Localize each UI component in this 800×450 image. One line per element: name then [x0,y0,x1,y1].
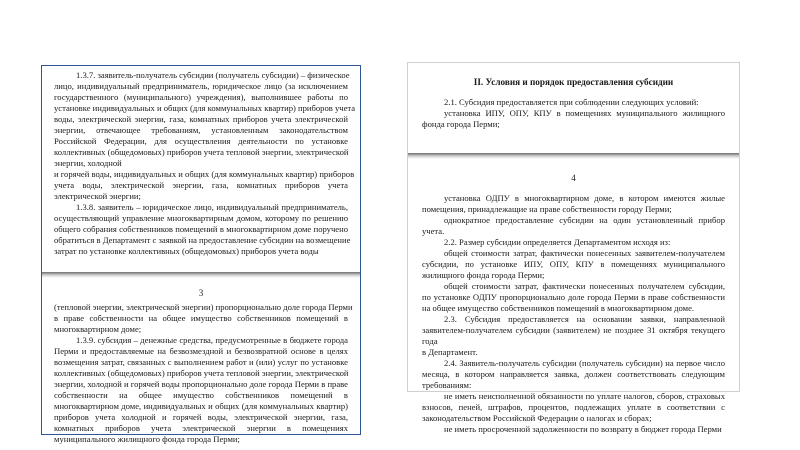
text-line: жилищного фонда города Перми; [422,270,545,280]
text-line: энергии, холодной [54,158,122,168]
text-line: государственного (муниципального) учреждения), выполнившее работы по [54,92,348,102]
text-line: 2.1. Субсидия предоставляется при соблюдении следующих условий: [444,97,699,107]
text-line: взносов, пеней, штрафов, процентов, подлежащих уплате в соответствии с [422,402,725,412]
text-line: муниципального жилищного фонда города Перми; [54,434,240,444]
text-line: и горячей воды, индивидуальных и общих (для коммунальных квартир) приборов [54,169,355,179]
paragraph-block [54,70,356,257]
page-3-segment [42,278,360,444]
text-line: на общее имущество собственников помещений в многоквартирном доме. [422,303,695,313]
text-line: 1.3.8. заявитель – юридическое лицо, индивидуальный предприниматель, [76,202,348,212]
text-line: (тепловой энергии, электрической энергии) пропорционально доле города Перми [54,302,353,312]
text-line: не иметь неисполненной обязанности по уплате налогов, сборов, страховых [444,391,725,401]
text-line: многоквартирном доме, индивидуальных и общих (для коммунальных квартир) [54,401,348,411]
paragraph-block [54,302,353,445]
text-line: 2.2. Размер субсидии определяется Департаментом исходя из: [444,237,671,247]
text-line: однократное предоставление субсидии на один установленный прибор [444,215,725,225]
text-line: энергии, холодной и горячей воды пропорционально доле города Перми в праве [54,379,348,389]
text-line: общей стоимости затрат, фактически понесенных получателем субсидии, [444,281,725,291]
text-line: приборов учета холодной и горячей воды, электрической энергии, газа, [54,412,348,422]
text-line: по установке ОДПУ пропорционально доле города Перми в праве собственности [422,292,725,302]
text-line: 2.3. Субсидия предоставляется на основании заявки, направленной [444,314,725,324]
text-line: законодательством Российской Федерации о налогах и сборах; [422,413,652,423]
text-line: в праве собственности на общее имущество собственников помещений в [54,313,348,323]
text-line: общей стоимости затрат, фактически понесенных заявителем-получателем [444,248,725,258]
text-line: электрической энергии; [54,191,141,201]
text-line: общего собрания собственников помещений в многоквартирном доме поручено [54,224,348,234]
text-line: энергии, отвечающее требованиям, установленным законодательством [54,125,348,135]
page-2-bottom-segment [42,66,360,272]
page-number: 3 [198,288,204,298]
text-line: помещения, принадлежащие на праве собственности городу Перми; [422,204,672,214]
text-line: требованиям: [422,380,472,390]
text-line: коллективных (общедомовых) приборов учета тепловой энергии, электрической [54,368,349,378]
text-line: коллективных (общедомовых) приборов учета тепловой энергии, электрической [54,147,349,157]
text-line: установка ИПУ, ОПУ, КПУ в помещениях муниципального жилищного [444,108,725,118]
document-page-right [407,62,740,434]
text-line: возмещения затрат, связанных с выполнением работ и (или) услуг по установке [54,357,348,367]
text-line: фонда города Перми; [422,119,500,129]
text-line: месяца, в котором направляется заявка, должен соответствовать следующим [422,369,725,379]
text-line: многоквартирном доме; [54,324,142,334]
text-line: затрат по установке коллективных (общедомовых) приборов учета воды [54,246,319,256]
text-line: года [422,336,438,346]
document-page-left [41,65,361,444]
text-line: комнатных приборов учета электрической энергии в помещениях [54,423,348,433]
text-line: 1.3.7. заявитель-получатель субсидии (получатель субсидии) – физическое [76,70,350,80]
paragraph-block [422,97,725,130]
text-line: установка ОДПУ в многоквартирном доме, в котором имеются жилые [444,193,725,203]
page-number: 4 [571,173,576,183]
text-line: осуществляющий управление многоквартирным домом, которому по решению [54,213,348,223]
page-3-bottom-segment [408,63,739,153]
paragraph-block [422,193,725,435]
text-line: 2.4. Заявитель-получатель субсидии (получатель субсидии) на первое число [444,358,725,368]
text-line: субсидии, по установке ИПУ, ОПУ, КПУ в помещениях муниципального [422,259,725,269]
text-line: собственности на общее имущество собственников помещений в [54,390,348,400]
text-line: учета воды, электрической энергии, газа, комнатных приборов учета [54,180,348,190]
text-line: Российской Федерации, для осуществления деятельности по установке [54,136,348,146]
page-4-segment [408,159,739,434]
text-line: Перми и предоставляемые на безвозмездной и безвозвратной основе в целях [54,346,348,356]
text-line: не иметь просроченной задолженности по возврату в бюджет города Перми [444,424,722,434]
section-heading: II. Условия и порядок предоставления субсидии [473,77,674,87]
text-line: воды, электрической энергии, газа, комнатных приборов учета электрической [54,114,348,124]
text-line: в Департамент. [422,347,478,357]
text-line: обратиться в Департамент с заявкой на предоставление субсидии на возмещение [54,235,351,245]
text-line: лицо, индивидуальный предприниматель, юридическое лицо (за исключением [54,81,348,91]
text-line: 1.3.9. субсидия – денежные средства, предусмотренные в бюджете города [76,335,348,345]
text-line: учета. [422,226,445,236]
text-line: установке индивидуальных и общих (для коммунальных квартир) приборов учета [54,103,356,113]
text-line: заявителем-получателем субсидии (заявителем) не позднее 31 октября текущего [422,325,725,335]
